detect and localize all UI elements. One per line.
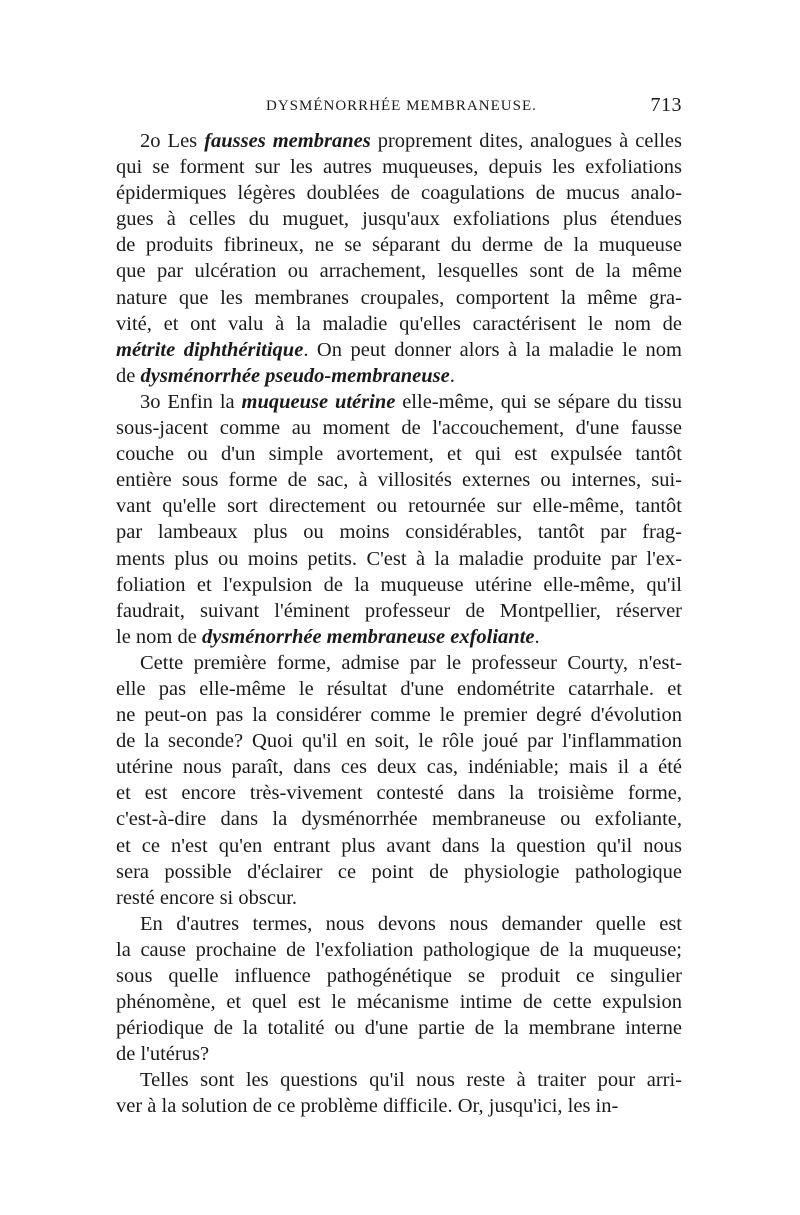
text-run: foliation et l'expulsion de la muqueuse utérine elle-même, qu'il [116,573,682,596]
text-line [116,911,682,937]
text-run: couche ou d'un simple avortement, et qui est expulsée tantôt [116,443,682,466]
text-line [116,885,682,911]
text-run: de la seconde? Quoi qu'il en soit, le rôle joué par l'inflammation [116,730,682,753]
text-run: ments plus ou moins petits. C'est à la maladie produite par l'ex- [116,547,682,570]
text-run: utérine nous paraît, dans ces deux cas, indéniable; mais il a été [116,756,682,779]
text-run: de produits fibrineux, ne se séparant du derme de la muqueuse [116,234,682,257]
text-run: Telles sont les questions qu'il nous reste à traiter pour arri- [140,1069,682,1092]
text-line [116,519,682,545]
text-line [116,546,682,572]
text-line [116,859,682,885]
text-line [116,1093,682,1119]
text-run: faudrait, suivant l'éminent professeur de Montpellier, réserver [116,599,682,622]
text-run: phénomène, et quel est le mécanisme intime de cette expulsion [116,991,682,1014]
text-run: 3o Enfin la [140,390,242,413]
text-line [116,1041,682,1067]
text-line [116,754,682,780]
text-line [116,128,682,154]
italic-term: dysménorrhée membraneuse exfoliante [201,625,535,648]
text-line [116,206,682,232]
text-line [116,154,682,180]
text-run: par lambeaux plus ou moins considérables, tantôt par frag- [116,521,682,544]
italic-term: fausses membranes [204,130,371,152]
text-run: gues à celles du muguet, jusqu'aux exfoliations plus étendues [116,208,682,231]
text-line [116,833,682,859]
body-text [116,128,682,1120]
text-run: périodique de la totalité ou d'une partie de la membrane interne [116,1017,682,1040]
text-run: . [449,364,455,387]
text-run: . On peut donner alors à la maladie le nom [303,338,682,361]
text-run: Cette première forme, admise par le professeur Courty, n'est- [140,651,682,674]
text-run: vité, et ont valu à la maladie qu'elles caractérisent le nom de [116,312,682,335]
text-line [116,415,682,441]
text-run: proprement dites, analogues à celles [370,130,682,152]
text-run: 2o Les [140,130,205,152]
text-line [116,180,682,206]
text-line [116,650,682,676]
text-line [116,493,682,519]
text-run: resté encore si obscur. [116,886,298,909]
italic-term: dysménorrhée pseudo-membraneuse [140,364,450,387]
text-line [116,441,682,467]
text-run: sera possible d'éclairer ce point de physiologie pathologique [116,860,682,883]
text-run: de l'utérus? [116,1043,210,1066]
text-line [116,258,682,284]
text-run: et ce n'est qu'en entrant plus avant dans la question qu'il nous [116,834,682,857]
text-run: sous quelle influence pathogénétique se produit ce singulier [116,965,682,987]
text-line [116,1015,682,1041]
text-run: elle pas elle-même le résultat d'une endométrite catarrhale. et [116,677,682,700]
text-run: la cause prochaine de l'exfoliation pathologique de la muqueuse; [116,938,682,961]
text-line [116,467,682,493]
text-run: c'est-à-dire dans la dysménorrhée membraneuse ou exfoliante, [116,808,682,831]
text-line [116,624,682,650]
text-run: En d'autres termes, nous devons nous demander quelle est [140,912,682,935]
text-run: et est encore très-vivement contesté dans la troisième forme, [116,782,682,805]
book-page [116,0,682,1215]
text-line [116,780,682,806]
text-line [116,363,682,389]
text-run: . [534,625,540,648]
text-line [116,989,682,1015]
text-run: sous-jacent comme au moment de l'accouchement, d'une fausse [116,417,682,440]
text-run: ne peut-on pas la considérer comme le premier degré d'évolution [116,704,682,727]
text-run: elle-même, qui se sépare du tissu [395,390,682,413]
text-run: de [116,364,141,387]
text-line [116,937,682,963]
text-line [116,598,682,624]
text-run: vant qu'elle sort directement ou retournée sur elle-même, tantôt [116,495,682,518]
text-line [116,806,682,832]
running-head [116,94,682,122]
text-run: ver à la solution de ce problème difficile. Or, jusqu'ici, les in- [116,1095,619,1118]
page-number: 713 [650,94,682,116]
text-line [116,311,682,337]
text-run: que par ulcération ou arrachement, lesquelles sont de la même [116,260,682,283]
running-title: DYSMÉNORRHÉE MEMBRANEUSE. [266,98,537,114]
text-line [116,728,682,754]
text-run: épidermiques légères doublées de coagulations de mucus analo- [116,182,682,205]
text-line [116,963,682,989]
text-line [116,572,682,598]
text-line [116,1067,682,1093]
text-run: le nom de [116,625,202,648]
text-line [116,702,682,728]
text-run: qui se forment sur les autres muqueuses, depuis les exfoliations [116,156,682,179]
text-line [116,337,682,363]
text-line [116,389,682,415]
text-line [116,232,682,258]
italic-term: métrite diphthéritique [116,338,304,361]
italic-term: muqueuse utérine [241,390,396,413]
text-line [116,676,682,702]
text-run: nature que les membranes croupales, comportent la même gra- [116,286,682,309]
text-line [116,285,682,311]
text-run: entière sous forme de sac, à villosités externes ou internes, sui- [116,469,682,492]
